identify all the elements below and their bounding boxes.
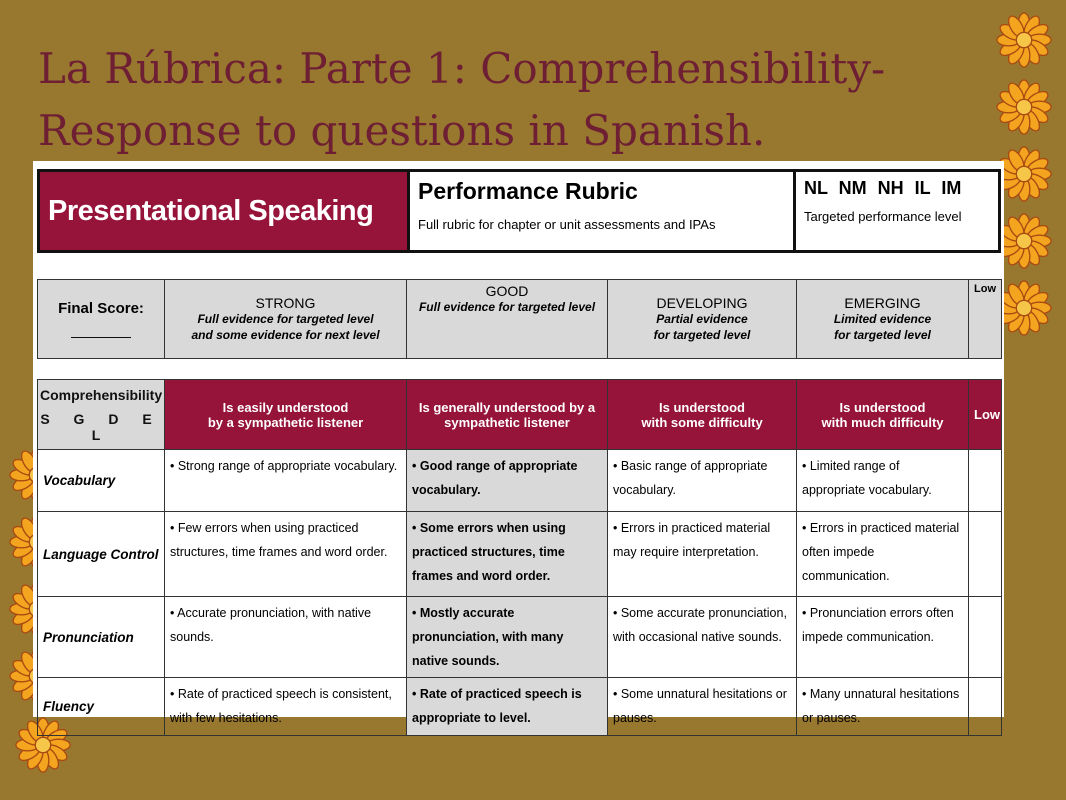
comprehensibility-table (37, 379, 1002, 736)
column-header-line: Is easily understood (222, 399, 349, 415)
table-cell: • Limited range of appropriate vocabulary. (797, 450, 969, 512)
table-cell: • Many unnatural hesitations or pauses. (797, 678, 969, 736)
score-level-good (407, 280, 608, 359)
table-cell: • Few errors when using practiced structures, time frames and word order. (165, 512, 407, 597)
rubric-header (37, 169, 1001, 253)
performance-levels-block (796, 172, 998, 250)
rubric-subtitle: Performance Rubric (418, 178, 638, 204)
column-header (797, 380, 969, 450)
final-score-cell (38, 280, 165, 359)
table-cell: • Strong range of appropriate vocabulary. (165, 450, 407, 512)
rubric-subtitle-block (407, 172, 796, 250)
table-cell-low (969, 512, 1002, 597)
table-cell: • Mostly accurate pronunciation, with many native sounds. (407, 597, 608, 678)
score-level-desc: and some evidence for next level (191, 328, 380, 342)
score-level-name: EMERGING (844, 295, 921, 311)
table-cell-low (969, 597, 1002, 678)
table-cell: • Basic range of appropriate vocabulary. (608, 450, 797, 512)
score-level-desc: Limited evidence (833, 312, 932, 326)
table-cell-low (969, 678, 1002, 736)
table-cell: • Some errors when using practiced structures, time frames and word order. (407, 512, 608, 597)
slide-title-line2: Response to questions in Spanish. (38, 106, 766, 155)
performance-levels: NL NM NH IL IM (804, 178, 962, 198)
score-level-developing (608, 280, 797, 359)
table-cell-low (969, 450, 1002, 512)
flower-icon (995, 11, 1053, 69)
table-row (38, 678, 1002, 736)
score-level-desc: for targeted level (834, 328, 931, 342)
performance-levels-label: Targeted performance level (804, 209, 962, 224)
flower-icon (995, 78, 1053, 136)
table-cell: • Rate of practiced speech is consistent, with few hesitations. (165, 678, 407, 736)
column-header-line: Is generally understood by a (418, 399, 596, 415)
column-header-low: Low (969, 380, 1002, 450)
table-cell: • Some accurate pronunciation, with occasional native sounds. (608, 597, 797, 678)
table-cell: • Good range of appropriate vocabulary. (407, 450, 608, 512)
final-score-blank (71, 337, 131, 338)
score-level-strong (165, 280, 407, 359)
score-level-name: DEVELOPING (656, 295, 748, 311)
final-score-table (37, 279, 1002, 359)
comprehensibility-header (38, 380, 165, 450)
column-header-line: sympathetic listener (444, 414, 570, 430)
table-cell: • Pronunciation errors often impede communication. (797, 597, 969, 678)
row-category: Vocabulary (38, 450, 165, 512)
slide-title-line1: La Rúbrica: Parte 1: Comprehensibility- (38, 44, 886, 93)
row-category: Pronunciation (38, 597, 165, 678)
column-header-line: Is understood (659, 399, 745, 415)
table-row (38, 597, 1002, 678)
table-row (38, 512, 1002, 597)
rubric-type-title: Presentational Speaking (40, 172, 407, 250)
column-header-line: with much difficulty (821, 414, 944, 430)
table-cell: • Errors in practiced material often impede communication. (797, 512, 969, 597)
column-header-line: by a sympathetic listener (207, 414, 364, 430)
score-level-desc: Full evidence for targeted level (418, 300, 596, 314)
score-level-name: STRONG (255, 295, 316, 311)
column-header (608, 380, 797, 450)
rubric-description: Full rubric for chapter or unit assessments and IPAs (418, 217, 716, 232)
column-header-line: Is understood (839, 399, 926, 415)
column-header (407, 380, 608, 450)
score-level-low: Low (969, 280, 1002, 359)
column-header (165, 380, 407, 450)
score-level-name: GOOD (485, 283, 529, 299)
score-level-desc: Full evidence for targeted level (197, 312, 374, 326)
score-level-desc: for targeted level (653, 328, 751, 342)
table-cell: • Rate of practiced speech is appropriate to level. (407, 678, 608, 736)
comprehensibility-label: Comprehensibility (40, 386, 163, 403)
score-level-emerging (797, 280, 969, 359)
table-row (38, 450, 1002, 512)
row-category: Fluency (38, 678, 165, 736)
score-level-desc: Partial evidence (656, 312, 748, 326)
table-cell: • Accurate pronunciation, with native sounds. (165, 597, 407, 678)
table-cell: • Errors in practiced material may require interpretation. (608, 512, 797, 597)
comprehensibility-letters: S G D E L (40, 410, 162, 443)
rubric-card (33, 161, 1004, 725)
slide-title (38, 38, 938, 162)
row-category: Language Control (38, 512, 165, 597)
final-score-label: Final Score: (58, 300, 144, 317)
column-header-line: with some difficulty (641, 414, 763, 430)
table-cell: • Some unnatural hesitations or pauses. (608, 678, 797, 736)
